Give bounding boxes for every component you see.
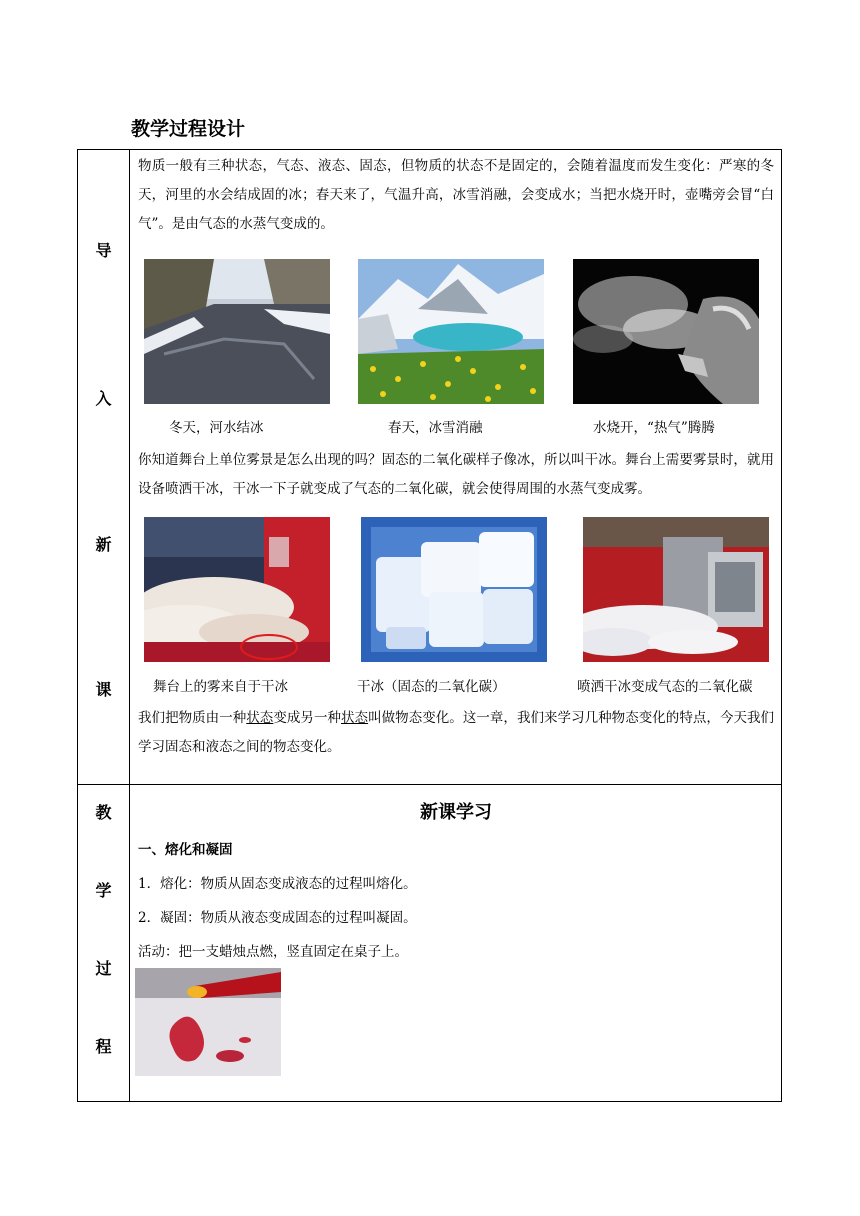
column-divider [129, 150, 130, 1101]
underlined-term: 状态 [246, 710, 274, 726]
stage-fog-photo [144, 517, 330, 662]
dry-ice-blocks-photo [361, 517, 547, 662]
row-divider [78, 784, 781, 785]
page-title: 教学过程设计 [131, 118, 246, 140]
text-run: 叫做物态变化。这一章，我们来学习几种物态变化的特点，今天我们学习固态和液态之间的物态变化。 [138, 710, 775, 755]
photo-caption: 喷洒干冰变成气态的二氧化碳 [577, 679, 753, 695]
side-label-char: 过 [95, 959, 112, 978]
photo-caption: 水烧开，“热气”腾腾 [593, 420, 715, 436]
side-label-char: 程 [95, 1037, 112, 1056]
activity-text: 活动：把一支蜡烛点燃，竖直固定在桌子上。 [138, 944, 408, 960]
photo-caption: 冬天，河水结冰 [169, 420, 264, 436]
frozen-river-photo [144, 259, 330, 404]
spring-melt-photo [358, 259, 544, 404]
boiling-kettle-photo [573, 259, 759, 404]
definition-melting: 1．熔化：物质从固态变成液态的过程叫熔化。 [138, 876, 417, 892]
side-label-char: 学 [95, 881, 112, 900]
text-run: 变成另一种 [273, 710, 342, 726]
side-label-char: 新 [95, 535, 112, 554]
dry-ice-paragraph: 你知道舞台上单位雾景是怎么出现的吗？固态的二氧化碳样子像冰，所以叫干冰。舞台上需要雾景时，就用设备喷洒干冰，干冰一下子就变成了气态的二氧化碳，就会使得周围的水蒸气变成雾。 [138, 452, 774, 497]
state-change-paragraph [138, 704, 774, 762]
candle-wax-photo [135, 968, 281, 1076]
underlined-term: 状态 [341, 710, 369, 726]
definition-solidification: 2．凝固：物质从液态变成固态的过程叫凝固。 [138, 910, 417, 926]
text-run: 我们把物质由一种 [138, 710, 247, 726]
side-label-char: 教 [95, 803, 112, 822]
subsection-heading: 一、熔化和凝固 [138, 842, 233, 858]
side-label-char: 课 [95, 680, 112, 699]
photo-caption: 春天，冰雪消融 [388, 420, 483, 436]
photo-caption: 舞台上的雾来自于干冰 [153, 679, 288, 695]
lesson-table [77, 149, 782, 1102]
photo-caption: 干冰（固态的二氧化碳） [357, 679, 506, 695]
section-heading: 新课学习 [420, 802, 492, 823]
side-label-char: 入 [95, 389, 112, 408]
side-label-char: 导 [95, 241, 112, 260]
intro-paragraph: 物质一般有三种状态，气态、液态、固态，但物质的状态不是固定的，会随着温度而发生变化：严寒的冬天，河里的水会结成固的冰；春天来了，气温升高，冰雪消融，会变成水；当把水烧开时，壶嘴旁会冒“白气”。是由气态的水蒸气变成的。 [138, 158, 774, 232]
fog-machine-photo [583, 517, 769, 662]
